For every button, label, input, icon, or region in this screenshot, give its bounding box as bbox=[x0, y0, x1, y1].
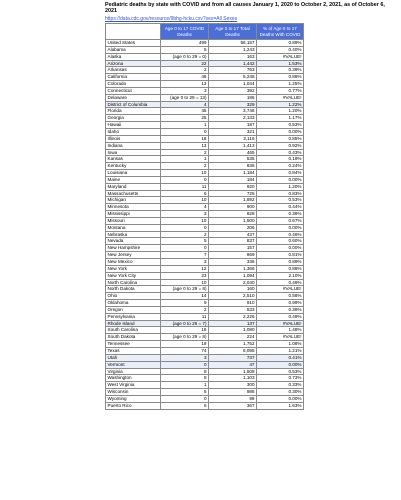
table-row bbox=[106, 170, 304, 177]
table-row bbox=[106, 53, 304, 60]
total-deaths-cell: 1,044 bbox=[209, 81, 257, 88]
header-total-deaths: Age 0 to 17 Total Deaths bbox=[209, 24, 257, 40]
percent-covid-cell: 0.67% bbox=[257, 217, 304, 224]
covid-deaths-cell: 6 bbox=[161, 190, 209, 197]
percent-covid-cell: 0.99% bbox=[257, 300, 304, 307]
total-deaths-cell: 1,413 bbox=[209, 142, 257, 149]
covid-deaths-cell: 3 bbox=[161, 87, 209, 94]
state-cell: Hawaii bbox=[106, 122, 161, 129]
percent-covid-cell: 0.00% bbox=[257, 128, 304, 135]
percent-covid-cell: 0.85% bbox=[257, 135, 304, 142]
state-cell: Indiana bbox=[106, 142, 161, 149]
table-row bbox=[106, 46, 304, 53]
covid-deaths-cell: 3 bbox=[161, 259, 209, 266]
covid-deaths-cell: 7 bbox=[161, 252, 209, 259]
table-row bbox=[106, 389, 304, 396]
state-cell: Maine bbox=[106, 176, 161, 183]
table-body bbox=[106, 40, 304, 410]
percent-covid-cell: 1.63% bbox=[257, 402, 304, 409]
state-cell: District of Columbia bbox=[106, 101, 161, 108]
table-row bbox=[106, 163, 304, 170]
covid-deaths-cell: 22 bbox=[161, 60, 209, 67]
state-cell: Ohio bbox=[106, 293, 161, 300]
table-row bbox=[106, 252, 304, 259]
state-cell: Massachusetts bbox=[106, 190, 161, 197]
covid-deaths-cell: 13 bbox=[161, 81, 209, 88]
covid-deaths-cell: 0 bbox=[161, 176, 209, 183]
percent-covid-cell: 0.53% bbox=[257, 197, 304, 204]
percent-covid-cell: #VALUE! bbox=[257, 94, 304, 101]
percent-covid-cell: 0.77% bbox=[257, 87, 304, 94]
table-row bbox=[106, 67, 304, 74]
total-deaths-cell: 5,248 bbox=[209, 74, 257, 81]
state-cell: Wisconsin bbox=[106, 389, 161, 396]
percent-covid-cell: 0.36% bbox=[257, 211, 304, 218]
percent-covid-cell: #VALUE! bbox=[257, 320, 304, 327]
state-cell: Pennsylvania bbox=[106, 313, 161, 320]
total-deaths-cell: 3,746 bbox=[209, 108, 257, 115]
percent-covid-cell: 0.40% bbox=[257, 46, 304, 53]
covid-deaths-cell: 10 bbox=[161, 279, 209, 286]
state-cell: West Virginia bbox=[106, 382, 161, 389]
state-cell: New York bbox=[106, 265, 161, 272]
covid-deaths-cell: 3 bbox=[161, 354, 209, 361]
percent-covid-cell: 0.60% bbox=[257, 238, 304, 245]
total-deaths-cell: 869 bbox=[209, 252, 257, 259]
percent-covid-cell: #VALUE! bbox=[257, 53, 304, 60]
percent-covid-cell: 0.30% bbox=[257, 389, 304, 396]
percent-covid-cell: 0.44% bbox=[257, 204, 304, 211]
state-cell: Arkansas bbox=[106, 67, 161, 74]
table-row bbox=[106, 87, 304, 94]
covid-deaths-cell: 4 bbox=[161, 101, 209, 108]
table-row bbox=[106, 190, 304, 197]
total-deaths-cell: 1,094 bbox=[209, 272, 257, 279]
total-deaths-cell: 336 bbox=[209, 259, 257, 266]
table-row bbox=[106, 211, 304, 218]
total-deaths-cell: 186 bbox=[209, 94, 257, 101]
state-cell: Florida bbox=[106, 108, 161, 115]
total-deaths-cell: 837 bbox=[209, 238, 257, 245]
percent-covid-cell: 0.39% bbox=[257, 67, 304, 74]
covid-deaths-cell: 1 bbox=[161, 156, 209, 163]
state-cell: Delaware bbox=[106, 94, 161, 101]
percent-covid-cell: 0.00% bbox=[257, 361, 304, 368]
covid-deaths-cell: 0 bbox=[161, 395, 209, 402]
covid-deaths-cell: 8 bbox=[161, 368, 209, 375]
state-cell: Colorado bbox=[106, 81, 161, 88]
total-deaths-cell: 2,133 bbox=[209, 115, 257, 122]
state-cell: South Carolina bbox=[106, 327, 161, 334]
state-cell: Nebraska bbox=[106, 231, 161, 238]
covid-deaths-cell: 11 bbox=[161, 183, 209, 190]
percent-covid-cell: 0.81% bbox=[257, 252, 304, 259]
table-row bbox=[106, 347, 304, 354]
percent-covid-cell: 0.88% bbox=[257, 265, 304, 272]
state-cell: Nevada bbox=[106, 238, 161, 245]
state-cell: Utah bbox=[106, 354, 161, 361]
table-row bbox=[106, 306, 304, 313]
covid-deaths-cell: 0 bbox=[161, 224, 209, 231]
covid-deaths-cell: 12 bbox=[161, 265, 209, 272]
total-deaths-cell: 2,510 bbox=[209, 293, 257, 300]
total-deaths-cell: 2,040 bbox=[209, 279, 257, 286]
covid-deaths-cell: 2 bbox=[161, 163, 209, 170]
table-header-row bbox=[106, 24, 304, 40]
table-row bbox=[106, 183, 304, 190]
state-cell: New Jersey bbox=[106, 252, 161, 259]
table-row bbox=[106, 327, 304, 334]
state-cell: California bbox=[106, 74, 161, 81]
table-row bbox=[106, 286, 304, 293]
total-deaths-cell: 137 bbox=[209, 320, 257, 327]
percent-covid-cell: 1.22% bbox=[257, 101, 304, 108]
state-cell: Kansas bbox=[106, 156, 161, 163]
percent-covid-cell: 0.49% bbox=[257, 313, 304, 320]
table-row bbox=[106, 149, 304, 156]
state-cell: Minnesota bbox=[106, 204, 161, 211]
table-row bbox=[106, 375, 304, 382]
percent-covid-cell: 0.46% bbox=[257, 231, 304, 238]
percent-covid-cell: 0.56% bbox=[257, 293, 304, 300]
total-deaths-cell: 1,243 bbox=[209, 46, 257, 53]
table-row bbox=[106, 142, 304, 149]
table-row bbox=[106, 122, 304, 129]
state-cell: Rhode Island bbox=[106, 320, 161, 327]
state-cell: Louisiana bbox=[106, 170, 161, 177]
table-row bbox=[106, 368, 304, 375]
total-deaths-cell: 533 bbox=[209, 306, 257, 313]
total-deaths-cell: 56,157 bbox=[209, 40, 257, 47]
total-deaths-cell: 986 bbox=[209, 389, 257, 396]
percent-covid-cell: 2.10% bbox=[257, 272, 304, 279]
table-row bbox=[106, 40, 304, 47]
total-deaths-cell: 737 bbox=[209, 354, 257, 361]
state-cell: Connecticut bbox=[106, 87, 161, 94]
percent-covid-cell: 1.48% bbox=[257, 327, 304, 334]
covid-deaths-cell: 13 bbox=[161, 142, 209, 149]
covid-deaths-cell: 74 bbox=[161, 347, 209, 354]
percent-covid-cell: 0.49% bbox=[257, 279, 304, 286]
covid-deaths-cell: 14 bbox=[161, 293, 209, 300]
table-row bbox=[106, 176, 304, 183]
document-title: Pediatric deaths by state with COVID and from all causes January 1, 2020 to October 2, 2021, as of October 6, 2021 bbox=[105, 2, 385, 15]
percent-covid-cell: 0.84% bbox=[257, 170, 304, 177]
state-cell: Wyoming bbox=[106, 395, 161, 402]
table-row bbox=[106, 81, 304, 88]
covid-deaths-cell: (age 0 to 29 = 13) bbox=[161, 94, 209, 101]
total-deaths-cell: 1,080 bbox=[209, 327, 257, 334]
total-deaths-cell: 1,366 bbox=[209, 265, 257, 272]
covid-deaths-cell: 499 bbox=[161, 40, 209, 47]
percent-covid-cell: 1.53% bbox=[257, 60, 304, 67]
table-row bbox=[106, 272, 304, 279]
total-deaths-cell: 329 bbox=[209, 101, 257, 108]
table-row bbox=[106, 74, 304, 81]
covid-deaths-cell: 8 bbox=[161, 375, 209, 382]
total-deaths-cell: 828 bbox=[209, 211, 257, 218]
total-deaths-cell: 535 bbox=[209, 156, 257, 163]
percent-covid-cell: 1.08% bbox=[257, 341, 304, 348]
percent-covid-cell: 0.38% bbox=[257, 306, 304, 313]
table-row bbox=[106, 259, 304, 266]
total-deaths-cell: 1,442 bbox=[209, 60, 257, 67]
table-row bbox=[106, 231, 304, 238]
total-deaths-cell: 99 bbox=[209, 395, 257, 402]
table-row bbox=[106, 354, 304, 361]
total-deaths-cell: 1,752 bbox=[209, 341, 257, 348]
percent-covid-cell: 1.21% bbox=[257, 347, 304, 354]
covid-deaths-cell: 18 bbox=[161, 135, 209, 142]
total-deaths-cell: 6,095 bbox=[209, 347, 257, 354]
total-deaths-cell: 206 bbox=[209, 224, 257, 231]
table-row bbox=[106, 382, 304, 389]
total-deaths-cell: 392 bbox=[209, 87, 257, 94]
percent-covid-cell: 0.41% bbox=[257, 354, 304, 361]
source-link[interactable]: https://data.cdc.gov/resource/9bhg-hcku.csv?sex=All Sexes bbox=[105, 16, 238, 22]
state-cell: Idaho bbox=[106, 128, 161, 135]
table-row bbox=[106, 224, 304, 231]
percent-covid-cell: 0.88% bbox=[257, 74, 304, 81]
header-state bbox=[106, 24, 161, 40]
state-cell: Kentucky bbox=[106, 163, 161, 170]
state-cell: Maryland bbox=[106, 183, 161, 190]
table-row bbox=[106, 313, 304, 320]
covid-deaths-cell: 0 bbox=[161, 128, 209, 135]
percent-covid-cell: 1.25% bbox=[257, 81, 304, 88]
total-deaths-cell: 160 bbox=[209, 286, 257, 293]
covid-deaths-cell: 4 bbox=[161, 204, 209, 211]
percent-covid-cell: 1.20% bbox=[257, 183, 304, 190]
percent-covid-cell: 0.53% bbox=[257, 122, 304, 129]
table-row bbox=[106, 361, 304, 368]
state-cell: Oklahoma bbox=[106, 300, 161, 307]
percent-covid-cell: 0.19% bbox=[257, 156, 304, 163]
covid-deaths-cell: 19 bbox=[161, 341, 209, 348]
covid-deaths-cell: 25 bbox=[161, 115, 209, 122]
state-cell: Georgia bbox=[106, 115, 161, 122]
total-deaths-cell: 321 bbox=[209, 128, 257, 135]
table-row bbox=[106, 402, 304, 409]
state-cell: New York City bbox=[106, 272, 161, 279]
state-cell: Tennessee bbox=[106, 341, 161, 348]
total-deaths-cell: 1,184 bbox=[209, 170, 257, 177]
total-deaths-cell: 725 bbox=[209, 190, 257, 197]
total-deaths-cell: 2,226 bbox=[209, 313, 257, 320]
percent-covid-cell: 1.17% bbox=[257, 115, 304, 122]
total-deaths-cell: 910 bbox=[209, 300, 257, 307]
table-row bbox=[106, 115, 304, 122]
covid-deaths-cell: 16 bbox=[161, 327, 209, 334]
header-percent-covid: % of Age 0 to 17 Deaths With COVID bbox=[257, 24, 304, 40]
table-row bbox=[106, 94, 304, 101]
covid-deaths-cell: 3 bbox=[161, 211, 209, 218]
table-row bbox=[106, 135, 304, 142]
table-row bbox=[106, 265, 304, 272]
covid-deaths-cell: 46 bbox=[161, 74, 209, 81]
total-deaths-cell: 300 bbox=[209, 382, 257, 389]
state-cell: Arizona bbox=[106, 60, 161, 67]
state-cell: Oregon bbox=[106, 306, 161, 313]
percent-covid-cell: 0.00% bbox=[257, 245, 304, 252]
percent-covid-cell: 1.20% bbox=[257, 108, 304, 115]
covid-deaths-cell: 5 bbox=[161, 238, 209, 245]
covid-deaths-cell: 2 bbox=[161, 67, 209, 74]
covid-deaths-cell: 1 bbox=[161, 122, 209, 129]
table-row bbox=[106, 204, 304, 211]
state-cell: Iowa bbox=[106, 149, 161, 156]
state-cell: Alaska bbox=[106, 53, 161, 60]
percent-covid-cell: 0.43% bbox=[257, 149, 304, 156]
total-deaths-cell: 1,508 bbox=[209, 368, 257, 375]
header-covid-deaths: Age 0 to 17 COVID Deaths bbox=[161, 24, 209, 40]
total-deaths-cell: 1,103 bbox=[209, 375, 257, 382]
total-deaths-cell: 1,500 bbox=[209, 217, 257, 224]
table-row bbox=[106, 320, 304, 327]
covid-deaths-cell: 10 bbox=[161, 197, 209, 204]
table-row bbox=[106, 245, 304, 252]
covid-deaths-cell: 10 bbox=[161, 170, 209, 177]
state-cell: Vermont bbox=[106, 361, 161, 368]
state-cell: Illinois bbox=[106, 135, 161, 142]
state-cell: Texas bbox=[106, 347, 161, 354]
covid-deaths-cell: 2 bbox=[161, 231, 209, 238]
table-row bbox=[106, 60, 304, 67]
state-cell: Puerto Rico bbox=[106, 402, 161, 409]
percent-covid-cell: 0.33% bbox=[257, 382, 304, 389]
table-row bbox=[106, 395, 304, 402]
covid-deaths-cell: 0 bbox=[161, 361, 209, 368]
total-deaths-cell: 920 bbox=[209, 183, 257, 190]
covid-deaths-cell: 5 bbox=[161, 389, 209, 396]
total-deaths-cell: 367 bbox=[209, 402, 257, 409]
covid-deaths-cell: 5 bbox=[161, 46, 209, 53]
covid-deaths-cell: 2 bbox=[161, 149, 209, 156]
state-cell: Alabama bbox=[106, 46, 161, 53]
covid-deaths-cell: 6 bbox=[161, 402, 209, 409]
percent-covid-cell: 0.83% bbox=[257, 190, 304, 197]
percent-covid-cell: 0.00% bbox=[257, 176, 304, 183]
percent-covid-cell: 0.53% bbox=[257, 368, 304, 375]
table-row bbox=[106, 300, 304, 307]
total-deaths-cell: 47 bbox=[209, 361, 257, 368]
state-cell: New Mexico bbox=[106, 259, 161, 266]
state-cell: Virginia bbox=[106, 368, 161, 375]
percent-covid-cell: 0.89% bbox=[257, 40, 304, 47]
state-cell: Washington bbox=[106, 375, 161, 382]
total-deaths-cell: 157 bbox=[209, 245, 257, 252]
percent-covid-cell: 0.92% bbox=[257, 142, 304, 149]
percent-covid-cell: #VALUE! bbox=[257, 334, 304, 341]
covid-deaths-cell: (age 0 to 29 = 8) bbox=[161, 286, 209, 293]
state-cell: Mississippi bbox=[106, 211, 161, 218]
total-deaths-cell: 763 bbox=[209, 67, 257, 74]
state-cell: Michigan bbox=[106, 197, 161, 204]
covid-deaths-cell: 2 bbox=[161, 306, 209, 313]
covid-deaths-cell: 11 bbox=[161, 313, 209, 320]
table-row bbox=[106, 108, 304, 115]
table-row bbox=[106, 238, 304, 245]
covid-deaths-cell: (age 0 to 29 = 8) bbox=[161, 334, 209, 341]
table-row bbox=[106, 156, 304, 163]
covid-deaths-cell: (age 0 to 29 = 7) bbox=[161, 320, 209, 327]
pediatric-deaths-table bbox=[105, 23, 304, 410]
table-row bbox=[106, 279, 304, 286]
percent-covid-cell: 0.00% bbox=[257, 395, 304, 402]
state-cell: Missouri bbox=[106, 217, 161, 224]
total-deaths-cell: 187 bbox=[209, 122, 257, 129]
table-row bbox=[106, 341, 304, 348]
total-deaths-cell: 224 bbox=[209, 334, 257, 341]
state-cell: South Dakota bbox=[106, 334, 161, 341]
covid-deaths-cell: 10 bbox=[161, 217, 209, 224]
covid-deaths-cell: 23 bbox=[161, 272, 209, 279]
covid-deaths-cell: 9 bbox=[161, 300, 209, 307]
table-row bbox=[106, 293, 304, 300]
covid-deaths-cell: 45 bbox=[161, 108, 209, 115]
state-cell: United States bbox=[106, 40, 161, 47]
percent-covid-cell: 0.89% bbox=[257, 259, 304, 266]
covid-deaths-cell: (age 0 to 29 = 0) bbox=[161, 53, 209, 60]
total-deaths-cell: 900 bbox=[209, 204, 257, 211]
total-deaths-cell: 1,892 bbox=[209, 197, 257, 204]
total-deaths-cell: 2,116 bbox=[209, 135, 257, 142]
table-row bbox=[106, 334, 304, 341]
covid-deaths-cell: 1 bbox=[161, 382, 209, 389]
state-cell: Montana bbox=[106, 224, 161, 231]
covid-deaths-cell: 0 bbox=[161, 245, 209, 252]
state-cell: North Carolina bbox=[106, 279, 161, 286]
table-row bbox=[106, 128, 304, 135]
percent-covid-cell: 0.00% bbox=[257, 224, 304, 231]
table-row bbox=[106, 101, 304, 108]
state-cell: North Dakota bbox=[106, 286, 161, 293]
total-deaths-cell: 163 bbox=[209, 53, 257, 60]
total-deaths-cell: 465 bbox=[209, 149, 257, 156]
percent-covid-cell: #VALUE! bbox=[257, 286, 304, 293]
percent-covid-cell: 0.73% bbox=[257, 375, 304, 382]
total-deaths-cell: 437 bbox=[209, 231, 257, 238]
percent-covid-cell: 0.24% bbox=[257, 163, 304, 170]
total-deaths-cell: 184 bbox=[209, 176, 257, 183]
table-row bbox=[106, 217, 304, 224]
total-deaths-cell: 836 bbox=[209, 163, 257, 170]
table-row bbox=[106, 197, 304, 204]
state-cell: New Hampshire bbox=[106, 245, 161, 252]
